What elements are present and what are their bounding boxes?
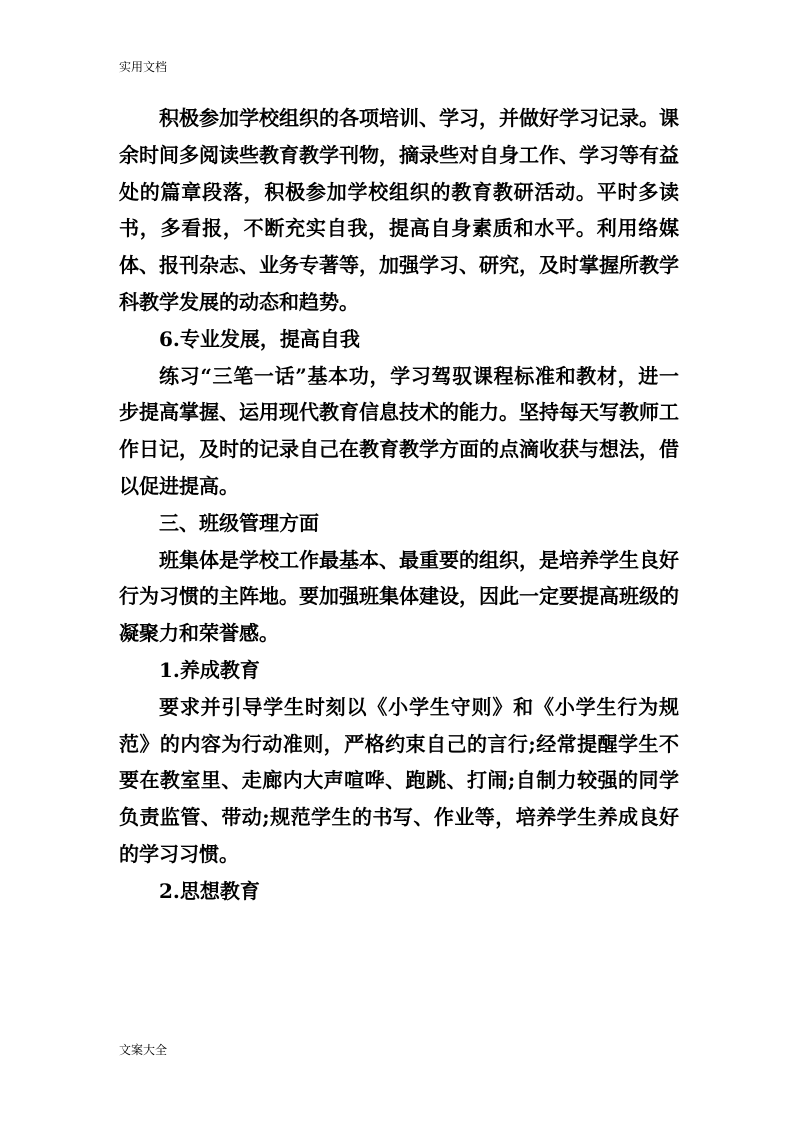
paragraph: 积极参加学校组织的各项培训、学习，并做好学习记录。课余时间多阅读些教育教学刊物，摘录些对自身工作、学习等有益处的篇章段落，积极参加学校组织的教育教研活动。平时多读书，多看报，不断充实自我，提高自身素质和水平。利用络媒体、报刊杂志、业务专著等，加强学习、研究，及时掌握所教学科教学发展的动态和趋势。 bbox=[119, 106, 679, 314]
paragraph: 6.专业发展，提高自我 bbox=[159, 326, 360, 351]
page-footer: 文案大全 bbox=[119, 1043, 168, 1057]
paragraph: 练习“三笔一话”基本功，学习驾驭课程标准和教材，进一步提高掌握、运用现代教育信息技术的能力。坚持每天写教师工作日记，及时的记录自己在教育教学方面的点滴收获与想法，借以促进提高。 bbox=[119, 363, 679, 498]
section-heading: 三、班级管理方面 bbox=[159, 510, 319, 535]
paragraph: 2.思想教育 bbox=[159, 878, 260, 903]
page-header: 实用文档 bbox=[119, 60, 168, 74]
paragraph: 班集体是学校工作最基本、最重要的组织，是培养学生良好行为习惯的主阵地。要加强班集体建设，因此一定要提高班级的凝聚力和荣誉感。 bbox=[119, 547, 679, 646]
document-body bbox=[119, 100, 679, 910]
paragraph: 1.养成教育 bbox=[159, 657, 260, 682]
paragraph: 要求并引导学生时刻以《小学生守则》和《小学生行为规范》的内容为行动准则，严格约束自己的言行;经常提醒学生不要在教室里、走廊内大声喧哗、跑跳、打闹;自制力较强的同学负责监管、带动;规范学生的书写、作业等，培养学生养成良好的学习习惯。 bbox=[119, 694, 679, 866]
